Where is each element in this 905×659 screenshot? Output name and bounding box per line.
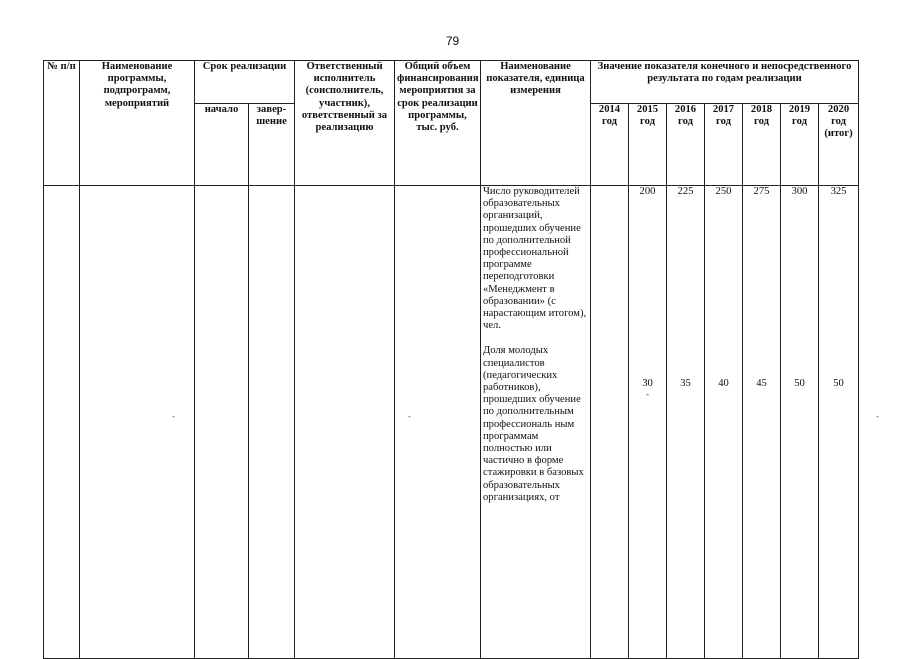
header-term-end: завер-шение [249,104,295,186]
cell-funding [395,186,481,659]
cell-term-end [249,186,295,659]
value-r2-2017: 40 [718,378,729,390]
header-indicator: Наименование показателя, единица измерения [481,61,591,186]
dash-mark: - [408,411,411,421]
header-values-group: Значение показателя конечного и непосредственного результата по годам реализации [591,61,859,104]
value-r1-2019: 300 [791,186,808,197]
cell-responsible [295,186,395,659]
header-year-2015: 2015 год [629,104,667,186]
header-year-2019: 2019 год [781,104,819,186]
cell-year-2017 [705,186,743,659]
cell-year-2014 [591,186,629,659]
value-r1-2017: 250 [715,186,732,197]
header-term: Срок реализации [195,61,295,104]
header-year-2016: 2016 год [667,104,705,186]
cell-term-start [195,186,249,659]
dash-mark: - [646,389,649,400]
cell-name [80,186,195,659]
value-r1-2020: 325 [830,186,847,197]
cell-num [44,186,80,659]
header-year-2018: 2018 год [743,104,781,186]
cell-year-2015 [629,186,667,659]
indicator-text-1: Число руководителей образовательных организаций, прошедших обучение по дополнительной профессиональной программе переподготовки «Менеджмент в образовании» (с нарастающим итогом), чел. [483,186,587,332]
program-indicators-table [43,60,859,659]
value-r2-2018: 45 [756,378,767,390]
dash-mark: - [876,411,879,421]
dash-mark: - [172,411,175,421]
value-r1-2015: 200 [639,186,656,197]
header-name: Наименование программы, подпрограмм, мероприятий [80,61,195,186]
page-number: 79 [445,34,460,48]
value-r1-2016: 225 [677,186,694,197]
value-r2-2016: 35 [680,378,691,390]
cell-year-2019 [781,186,819,659]
cell-year-2016 [667,186,705,659]
cell-year-2018 [743,186,781,659]
header-term-start: начало [195,104,249,186]
header-row-1 [44,61,859,104]
header-responsible: Ответственный исполнитель (соисполнитель, участник), ответственный за реализацию [295,61,395,186]
cell-year-2020 [819,186,859,659]
header-year-2017: 2017 год [705,104,743,186]
value-r2-2019: 50 [794,378,805,390]
cell-indicators [481,186,591,659]
indicator-text-2: Доля молодых специалистов (педагогических работников), прошедших обучение по дополнительным профессиональ ным программам полностью или частично в форме стажировки в базовых образовательных организациях, от [483,345,584,503]
header-year-2020: 2020 год (итог) [819,104,859,186]
header-year-2014: 2014 год [591,104,629,186]
value-r2-2020: 50 [833,378,844,390]
value-r2-2015: 30 [642,378,653,390]
header-funding: Общий объем финансирования мероприятия за срок реализации программы, тыс. руб. [395,61,481,186]
header-num: № п/п [44,61,80,186]
value-r1-2018: 275 [753,186,770,197]
table-row [44,186,859,659]
